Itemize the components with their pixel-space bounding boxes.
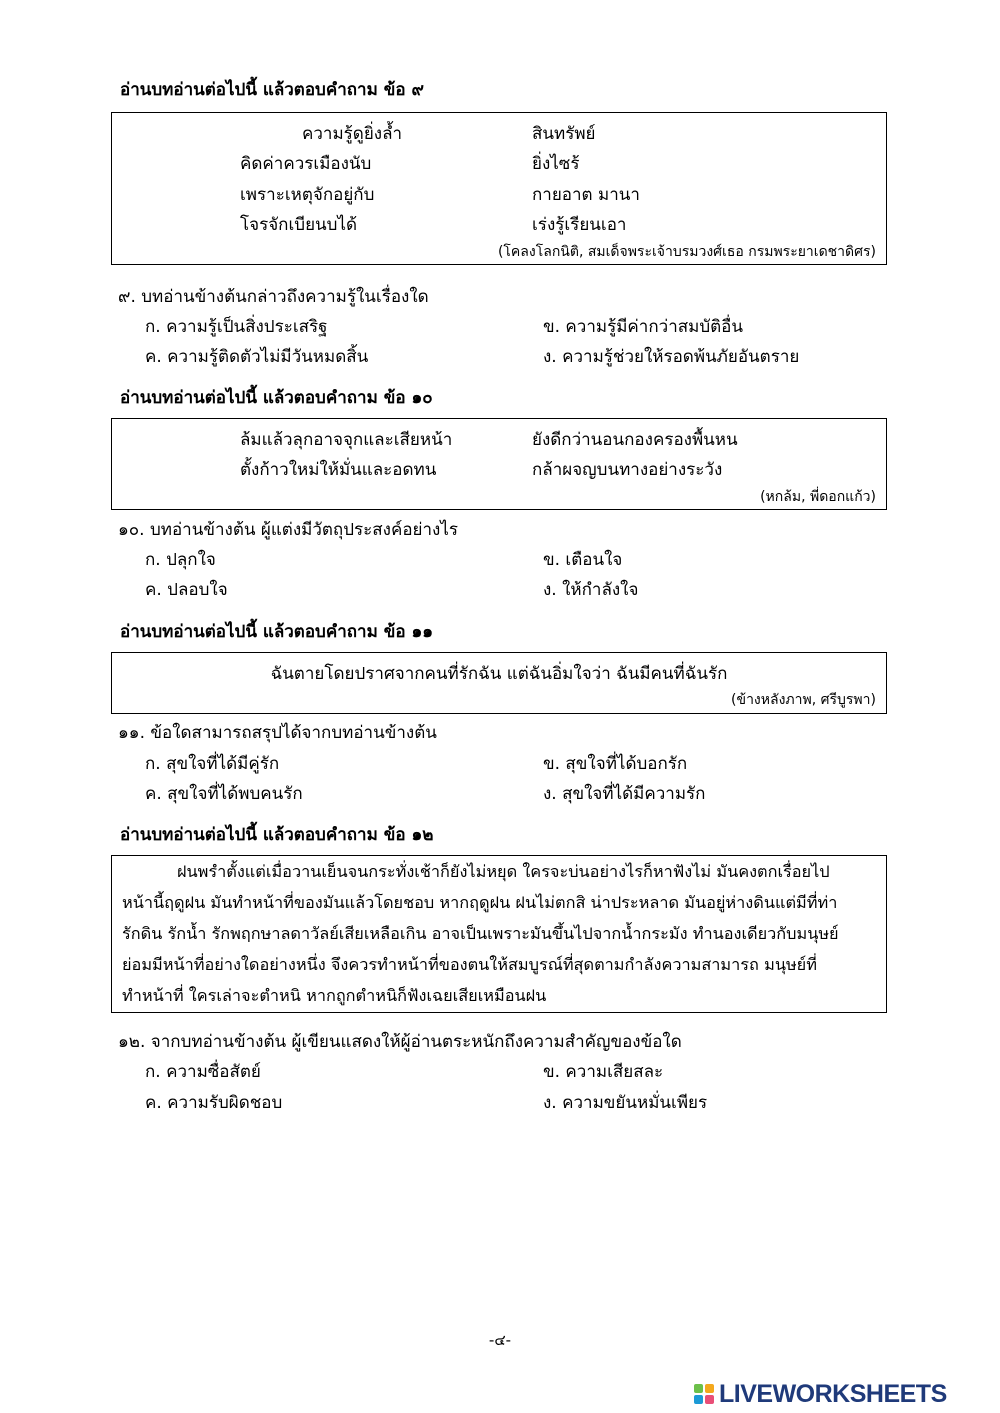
poem-line-right: กล้าผจญบนทางอย่างระวัง [532, 460, 723, 480]
question-11: ๑๑. ข้อใดสามารถสรุปได้จากบทอ่านข้างต้น [118, 723, 437, 743]
passage-line: หน้านี้ฤดูฝน มันทำหน้าที่ของมันแล้วโดยชอบ หากฤดูฝน ฝนไม่ตกสิ น่าประหลาด มันอยู่ห่างดินแต่มีที่ท่า [122, 893, 838, 912]
passage-source: (ข้างหลังภาพ, ศรีบูรพา) [731, 692, 876, 708]
passage-source: (โคลงโลกนิติ, สมเด็จพระเจ้าบรมวงศ์เธอ กรมพระยาเดชาดิศร) [497, 244, 876, 260]
passage-line: ทำหน้าที่ ใครเล่าจะตำหนิ หากถูกตำหนิก็ฟังเฉยเสียเหมือนฝน [122, 986, 547, 1005]
poem-line-left: ตั้งก้าวใหม่ให้มั่นและอดทน [240, 460, 437, 480]
heading-passage-11: อ่านบทอ่านต่อไปนี้ แล้วตอบคำถาม ข้อ ๑๑ [120, 622, 434, 642]
logo-grid-icon [694, 1384, 714, 1404]
choice-10-c[interactable]: ค. ปลอบใจ [145, 580, 228, 600]
passage-line: ย่อมมีหน้าที่อย่างใดอย่างหนึ่ง จึงควรทำหน้าที่ของตนให้สมบูรณ์ที่สุดตามกำลังความสามารถ มนุษย์ที่ [122, 955, 817, 974]
choice-11-d[interactable]: ง. สุขใจที่ได้มีความรัก [543, 784, 706, 804]
passage-source: (หกล้ม, พี่ดอกแก้ว) [760, 489, 876, 505]
choice-12-a[interactable]: ก. ความซื่อสัตย์ [145, 1062, 261, 1082]
poem-line-right: สินทรัพย์ [532, 124, 596, 144]
passage-box-9 [111, 112, 887, 265]
poem-line-right: กายอาต มานา [532, 185, 640, 205]
page-number: -๔- [488, 1331, 512, 1349]
choice-11-c[interactable]: ค. สุขใจที่ได้พบคนรัก [145, 784, 303, 804]
choice-12-c[interactable]: ค. ความรับผิดชอบ [145, 1093, 283, 1113]
passage-line: รักดิน รักน้ำ รักพฤกษาลดาวัลย์เสียเหลือเกิน อาจเป็นเพราะมันขึ้นไปจากน้ำกระมัง ทำนองเดียวกับมนุษย์ [122, 924, 839, 943]
choice-10-a[interactable]: ก. ปลุกใจ [145, 550, 216, 570]
logo-text: LIVEWORKSHEETS [719, 1379, 947, 1408]
choice-11-b[interactable]: ข. สุขใจที่ได้บอกรัก [543, 754, 688, 774]
choice-9-a[interactable]: ก. ความรู้เป็นสิ่งประเสริฐ [145, 317, 328, 337]
heading-passage-12: อ่านบทอ่านต่อไปนี้ แล้วตอบคำถาม ข้อ ๑๒ [120, 825, 434, 845]
choice-9-b[interactable]: ข. ความรู้มีค่ากว่าสมบัติอื่น [543, 317, 743, 337]
choice-12-d[interactable]: ง. ความขยันหมั่นเพียร [543, 1093, 708, 1113]
choice-10-b[interactable]: ข. เตือนใจ [543, 550, 623, 570]
heading-passage-10: อ่านบทอ่านต่อไปนี้ แล้วตอบคำถาม ข้อ ๑๐ [120, 388, 433, 408]
choice-9-d[interactable]: ง. ความรู้ช่วยให้รอดพ้นภัยอันตราย [543, 347, 800, 367]
passage-box-10 [111, 418, 887, 510]
passage-text: ฉันตายโดยปราศจากคนที่รักฉัน แต่ฉันอิ่มใจว่า ฉันมีคนที่ฉันรัก [270, 664, 728, 684]
poem-line-left: โจรจักเบียนบได้ [240, 215, 358, 235]
choice-12-b[interactable]: ข. ความเสียสละ [543, 1062, 664, 1082]
poem-line-left: ล้มแล้วลุกอาจจุกและเสียหน้า [240, 430, 453, 450]
poem-line-right: ยิ่งไซร้ [532, 154, 580, 174]
poem-line-left: ความรู้ดูยิ่งล้ำ [302, 124, 403, 144]
liveworksheets-logo[interactable] [694, 1378, 994, 1410]
poem-line-right: ยังดีกว่านอนกองครองพื้นหน [532, 430, 738, 450]
choice-10-d[interactable]: ง. ให้กำลังใจ [543, 580, 639, 600]
heading-passage-9: อ่านบทอ่านต่อไปนี้ แล้วตอบคำถาม ข้อ ๙ [120, 80, 424, 100]
choice-9-c[interactable]: ค. ความรู้ติดตัวไม่มีวันหมดสิ้น [145, 347, 369, 367]
question-10: ๑๐. บทอ่านข้างต้น ผู้แต่งมีวัตถุประสงค์อย่างไร [118, 520, 459, 540]
question-9: ๙. บทอ่านข้างต้นกล่าวถึงความรู้ในเรื่องใด [118, 287, 429, 307]
passage-box-11 [111, 652, 887, 714]
passage-line: ฝนพรำตั้งแต่เมื่อวานเย็นจนกระทั่งเช้าก็ยังไม่หยุด ใครจะบ่นอย่างไรก็หาฟังไม่ มันคงตกเรื่อยไป [177, 862, 830, 881]
question-12: ๑๒. จากบทอ่านข้างต้น ผู้เขียนแสดงให้ผู้อ่านตระหนักถึงความสำคัญของข้อใด [118, 1032, 682, 1052]
choice-11-a[interactable]: ก. สุขใจที่ได้มีคู่รัก [145, 754, 280, 774]
passage-box-12 [111, 855, 887, 1013]
poem-line-left: คิดค่าควรเมืองนับ [240, 154, 372, 174]
poem-line-left: เพราะเหตุจักอยู่กับ [240, 185, 375, 205]
poem-line-right: เร่งรู้เรียนเอา [532, 215, 627, 235]
